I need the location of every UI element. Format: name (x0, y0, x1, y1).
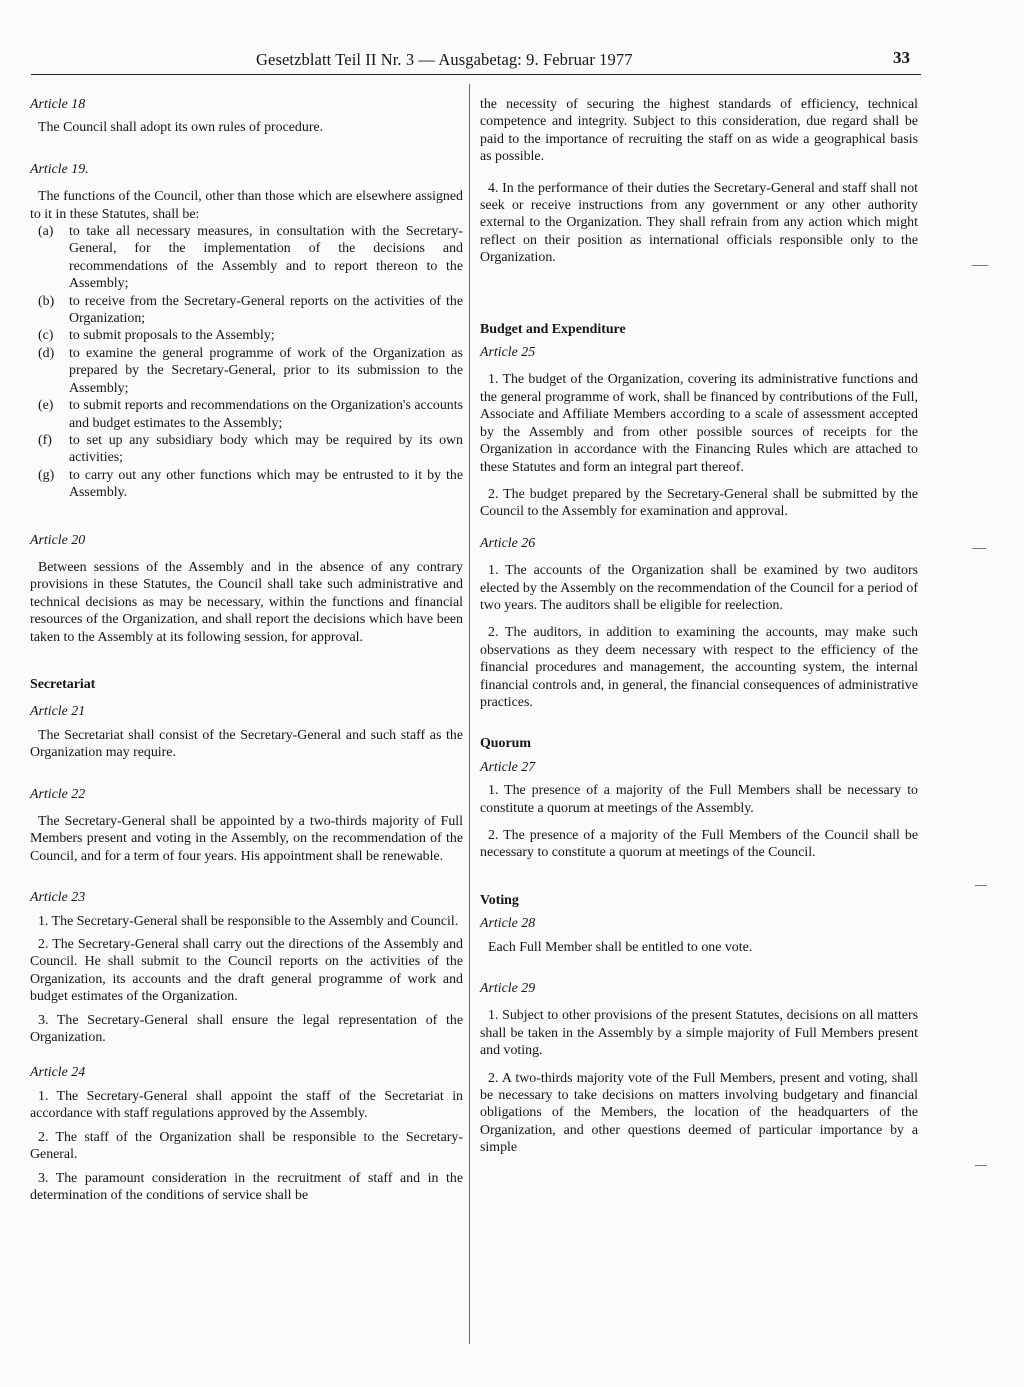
scan-mark (975, 885, 987, 886)
header-rule (31, 74, 921, 75)
section-heading-budget: Budget and Expenditure (480, 321, 626, 337)
list-item: (e) to submit reports and recommendations on the Organization's accounts and budget estimates to the Assembly; (38, 398, 463, 431)
article-27-para-1: 1. The presence of a majority of the Full Members shall be necessary to constitute a quorum at meetings of the Assembly. (480, 783, 918, 816)
article-18-heading: Article 18 (30, 97, 86, 112)
column-divider (469, 84, 470, 1344)
list-item: (c) to submit proposals to the Assembly; (38, 328, 275, 344)
article-29-para-2: 2. A two-thirds majority vote of the Full Members, present and voting, shall be necessary to take decisions on matters involving budgetary and financial obligations of the Members, the location of the headquarters of the Organization, and other questions deemed of particular importance by a simple (480, 1070, 918, 1156)
article-24-para-2: 2. The staff of the Organization shall be responsible to the Secretary-General. (30, 1129, 463, 1163)
scan-mark (972, 548, 986, 549)
article-29-para-1: 1. Subject to other provisions of the present Statutes, decisions on all matters shall be taken in the Assembly by a simple majority of Full Members present and voting. (480, 1008, 918, 1059)
article-24-continuation: the necessity of securing the highest standards of efficiency, technical competence and integrity. Subject to this consideration, due regard shall be paid to the importance of recruiting the staff on as wide a geographical basis as possible. (480, 97, 918, 165)
article-23-para-1: 1. The Secretary-General shall be responsible to the Assembly and Council. (38, 913, 459, 929)
gazette-title: Gesetzblatt Teil II Nr. 3 — Ausgabetag: 9. Februar 1977 (256, 50, 633, 69)
article-22-heading: Article 22 (30, 786, 86, 802)
article-24-heading: Article 24 (30, 1065, 86, 1081)
article-28-text: Each Full Member shall be entitled to one vote. (488, 939, 753, 955)
article-23-heading: Article 23 (30, 890, 86, 906)
article-27-para-2: 2. The presence of a majority of the Full Members of the Council shall be necessary to constitute a quorum at meetings of the Council. (480, 828, 918, 861)
list-item: (g) to carry out any other functions which may be entrusted to it by the Assembly. (38, 467, 463, 501)
list-item: (d) to examine the general programme of work of the Organization as prepared by the Secretary-General, prior to its submission to the Assembly; (38, 345, 463, 396)
section-heading-secretariat: Secretariat (30, 676, 96, 692)
article-19-heading: Article 19. (30, 161, 89, 177)
article-25-para-1: 1. The budget of the Organization, covering its administrative functions and the general programme of work, shall be financed by contributions of the Full, Associate and Affiliate Members according to a scale of assessment accepted by the Assembly and from other possible sources of receipts for the Organization in accordance with the Financing Rules which are attached to these Statutes and form an integral part thereof. (480, 372, 918, 475)
article-26-heading: Article 26 (480, 535, 536, 551)
list-item: (f) to set up any subsidiary body which may be required by its own activities; (38, 432, 463, 466)
article-18-text: The Council shall adopt its own rules of procedure. (38, 120, 324, 136)
article-23-para-2: 2. The Secretary-General shall carry out the directions of the Assembly and Council. He shall submit to the Council reports on the activities of the Organization, its accounts and the draft general programme of work and budget estimates of the Organization. (30, 937, 463, 1005)
article-22-text: The Secretary-General shall be appointed by a two-thirds majority of Full Members present and voting in the Assembly, on the recommendation of the Council, and for a term of four years. His appointment shall be renewable. (30, 814, 463, 864)
page-header (0, 46, 1024, 72)
article-20-heading: Article 20 (30, 532, 86, 548)
right-column (480, 96, 918, 1157)
article-24-para-1: 1. The Secretary-General shall appoint the staff of the Secretariat in accordance with staff regulations approved by the Assembly. (30, 1088, 463, 1122)
section-heading-quorum: Quorum (480, 736, 531, 752)
article-27-heading: Article 27 (480, 759, 536, 775)
article-24-para-3: 3. The paramount consideration in the recruitment of staff and in the determination of the conditions of service shall be (30, 1170, 463, 1203)
list-item: (b) to receive from the Secretary-General reports on the activities of the Organization; (38, 293, 463, 327)
article-26-para-1: 1. The accounts of the Organization shall be examined by two auditors elected by the Assembly on the recommendation of the Council for a period of two years. The auditors shall be eligible for reelection. (480, 563, 918, 613)
article-23-para-3: 3. The Secretary-General shall ensure the legal representation of the Organization. (30, 1012, 463, 1046)
page-number: 33 (893, 48, 910, 67)
article-29-heading: Article 29 (480, 981, 536, 997)
left-column (30, 96, 463, 1204)
article-19-intro: The functions of the Council, other than those which are elsewhere assigned to it in these Statutes, shall be: (30, 189, 463, 222)
article-25-para-2: 2. The budget prepared by the Secretary-General shall be submitted by the Council to the Assembly for examination and approval. (480, 486, 918, 520)
article-21-text: The Secretariat shall consist of the Secretary-General and such staff as the Organization may require. (30, 727, 463, 761)
article-28-heading: Article 28 (480, 916, 536, 932)
article-20-text: Between sessions of the Assembly and in the absence of any contrary provisions in these Statutes, the Council shall take such administrative and technical decisions as may be necessary, within the functions and financial resources of the Organization, and shall report the decisions which have been taken to the Assembly at its following session, for approval. (30, 559, 463, 645)
scan-mark (975, 1165, 987, 1166)
article-21-heading: Article 21 (30, 704, 86, 720)
section-heading-voting: Voting (480, 892, 519, 908)
article-24-para-4: 4. In the performance of their duties the Secretary-General and staff shall not seek or receive instructions from any government or any other authority external to the Organization. They shall refrain from any action which might reflect on their position as international officials responsible only to the Organization. (480, 180, 918, 266)
article-26-para-2: 2. The auditors, in addition to examining the accounts, may make such observations as they deem necessary with respect to the efficiency of the financial procedures and management, the accounting system, the internal financial controls and, in general, the financial consequences of administrative practices. (480, 625, 918, 710)
list-item: (a) to take all necessary measures, in consultation with the Secretary-General, for the implementation of the decisions and recommendations of the Assembly and to report thereon to the Assembly; (38, 224, 463, 292)
article-25-heading: Article 25 (480, 345, 536, 361)
article-19-list (30, 223, 463, 502)
scan-mark (972, 265, 988, 266)
